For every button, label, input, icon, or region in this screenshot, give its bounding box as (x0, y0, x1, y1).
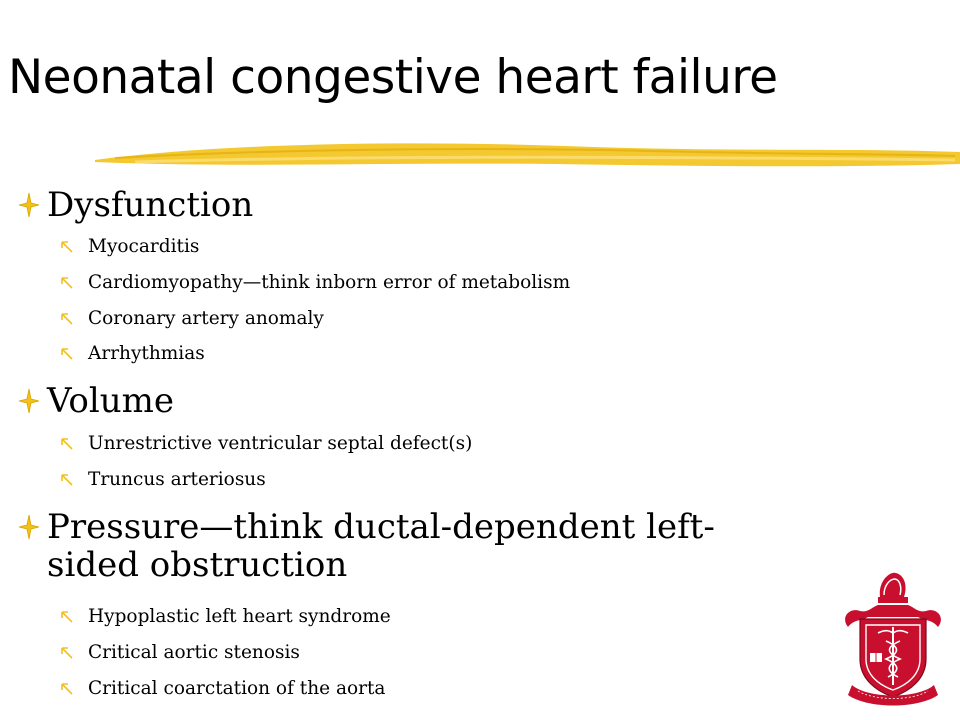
list-item-text: Cardiomyopathy—think inborn error of metabolism (88, 272, 571, 293)
list-item-text: Coronary artery anomaly (88, 308, 324, 329)
sparkle-bullet-icon (18, 514, 40, 540)
arrow-bullet-icon (60, 240, 74, 254)
list-item-text: Unrestrictive ventricular septal defect(s) (88, 433, 473, 454)
list-item-text: Critical aortic stenosis (88, 642, 300, 663)
arrow-bullet-icon (60, 437, 74, 451)
sparkle-bullet-icon (18, 192, 40, 218)
section-heading-text: Dysfunction (47, 185, 254, 225)
college-seal-logo (838, 567, 948, 707)
list-item-text: Myocarditis (88, 236, 200, 257)
slide-title: Neonatal congestive heart failure (8, 50, 778, 105)
list-item-text: Critical coarctation of the aorta (88, 678, 386, 699)
list-item-text: Arrhythmias (88, 343, 205, 364)
arrow-bullet-icon (60, 682, 74, 696)
arrow-bullet-icon (60, 312, 74, 326)
sparkle-bullet-icon (18, 388, 40, 414)
arrow-bullet-icon (60, 646, 74, 660)
arrow-bullet-icon (60, 276, 74, 290)
list-item-text: Truncus arteriosus (88, 469, 266, 490)
arrow-bullet-icon (60, 347, 74, 361)
arrow-bullet-icon (60, 473, 74, 487)
section-heading-text: Pressure—think ductal-dependent left-sided obstruction (47, 507, 715, 585)
arrow-bullet-icon (60, 610, 74, 624)
list-item-text: Hypoplastic left heart syndrome (88, 606, 391, 627)
section-heading-text: Volume (47, 381, 175, 421)
